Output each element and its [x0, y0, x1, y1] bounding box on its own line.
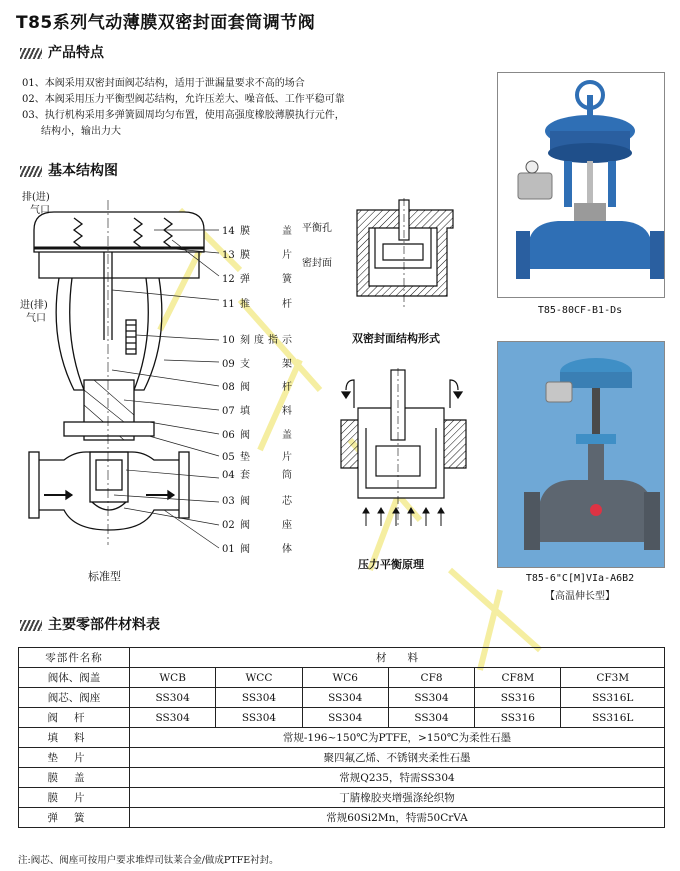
table-cell: 膜盖: [19, 768, 130, 788]
feature-item: 结构小，输出力大: [41, 126, 121, 137]
table-cell: WCB: [130, 668, 216, 688]
product-photo-top: [497, 72, 665, 298]
table-cell: 丁腈橡胶夹增强涤纶织物: [130, 788, 665, 808]
table-cell: 弹簧: [19, 808, 130, 828]
part-label: 04 套筒: [222, 470, 292, 481]
table-row: [19, 728, 665, 748]
table-cell: SS304: [302, 688, 388, 708]
table-header-row: [19, 648, 665, 668]
table-cell: CF8: [388, 668, 474, 688]
intake-port-label: 气口: [26, 313, 46, 324]
table-cell: WCC: [216, 668, 302, 688]
table-cell: SS316L: [561, 708, 665, 728]
table-cell: SS304: [388, 708, 474, 728]
exhaust-port-label: 气口: [30, 205, 50, 216]
table-cell: 聚四氟乙烯、不锈钢夹柔性石墨: [130, 748, 665, 768]
double-seal-caption: 双密封面结构形式: [352, 332, 440, 345]
feature-item: 03、执行机构采用多弹簧圆周均匀布置，使用高强度橡胶薄膜执行元件，: [22, 110, 345, 121]
part-label: 05 垫片: [222, 452, 292, 463]
part-label: 08 阀杆: [222, 382, 292, 393]
table-row: [19, 748, 665, 768]
section-structure-title: 基本结构图: [48, 163, 118, 179]
part-label: 12 弹簧: [222, 274, 292, 285]
feature-item: 01、本阀采用双密封面阀芯结构，适用于泄漏量要求不高的场合: [22, 78, 305, 89]
table-row: [19, 668, 665, 688]
table-cell: SS304: [216, 708, 302, 728]
section-mark-icon: [20, 166, 42, 177]
exhaust-port-label: 排(进): [22, 192, 50, 203]
table-cell: SS304: [216, 688, 302, 708]
table-header-cell: 材 料: [130, 648, 665, 668]
table-cell: SS304: [302, 708, 388, 728]
section-features: [20, 42, 104, 62]
section-mark-icon: [20, 620, 42, 631]
part-label: 01 阀体: [222, 544, 292, 555]
photo-bottom-subcaption: 【高温伸长型】: [545, 591, 615, 602]
feature-item: 02、本阀采用压力平衡型阀芯结构，允许压差大、噪音低、工作平稳可靠: [22, 94, 345, 105]
table-cell: WC6: [302, 668, 388, 688]
table-cell: CF3M: [561, 668, 665, 688]
part-label: 11 推杆: [222, 299, 292, 310]
table-row: [19, 768, 665, 788]
section-mark-icon: [20, 48, 42, 59]
table-cell: 阀芯、阀座: [19, 688, 130, 708]
section-materials: [20, 614, 160, 634]
intake-port-label: 进(排): [20, 300, 48, 311]
feature-list: [22, 76, 345, 140]
table-cell: SS304: [130, 688, 216, 708]
table-cell: CF8M: [475, 668, 561, 688]
table-cell: 常规Q235，特需SS304: [130, 768, 665, 788]
part-label: 03 阀芯: [222, 496, 292, 507]
balance-hole-label: 平衡孔: [302, 223, 332, 234]
table-cell: 阀体、阀盖: [19, 668, 130, 688]
photo-top-caption: T85-80CF-B1-Ds: [537, 305, 623, 316]
table-cell: 垫片: [19, 748, 130, 768]
section-features-title: 产品特点: [48, 45, 104, 61]
table-cell: 膜片: [19, 788, 130, 808]
double-seal-diagram: [345, 198, 465, 310]
table-row: [19, 788, 665, 808]
pressure-balance-diagram: [336, 368, 476, 533]
table-row: [19, 688, 665, 708]
table-cell: 阀杆: [19, 708, 130, 728]
table-cell: 填料: [19, 728, 130, 748]
table-cell: SS316L: [561, 688, 665, 708]
part-label: 14 膜盖: [222, 226, 292, 237]
part-label: 09 支架: [222, 359, 292, 370]
section-materials-title: 主要零部件材料表: [48, 617, 160, 633]
table-cell: SS304: [388, 688, 474, 708]
page-title: T85系列气动薄膜双密封面套筒调节阀: [16, 13, 316, 33]
materials-table: [18, 647, 665, 828]
table-cell: 常规-196~150℃为PTFE，>150℃为柔性石墨: [130, 728, 665, 748]
balance-principle-caption: 压力平衡原理: [358, 558, 424, 571]
part-label: 07 填料: [222, 406, 292, 417]
table-row: [19, 808, 665, 828]
part-label: 02 阀座: [222, 520, 292, 531]
table-row: [19, 708, 665, 728]
table-header-cell: 零部件名称: [19, 648, 130, 668]
part-label: 06 阀盖: [222, 430, 292, 441]
part-label: 10 刻度指示: [222, 335, 292, 346]
footnote: 注:阀芯、阀座可按用户要求堆焊司钛莱合金/做成PTFE衬封。: [18, 855, 279, 866]
table-cell: SS316: [475, 708, 561, 728]
seal-surface-label: 密封面: [302, 258, 332, 269]
table-cell: 常规60Si2Mn，特需50CrVA: [130, 808, 665, 828]
table-cell: SS304: [130, 708, 216, 728]
table-cell: SS316: [475, 688, 561, 708]
part-label: 13 膜片: [222, 250, 292, 261]
standard-type-caption: 标准型: [88, 570, 121, 583]
product-photo-bottom: [497, 341, 665, 568]
section-structure: [20, 160, 118, 180]
photo-bottom-caption: T85-6"C[M]VIa-A6B2: [525, 573, 635, 584]
